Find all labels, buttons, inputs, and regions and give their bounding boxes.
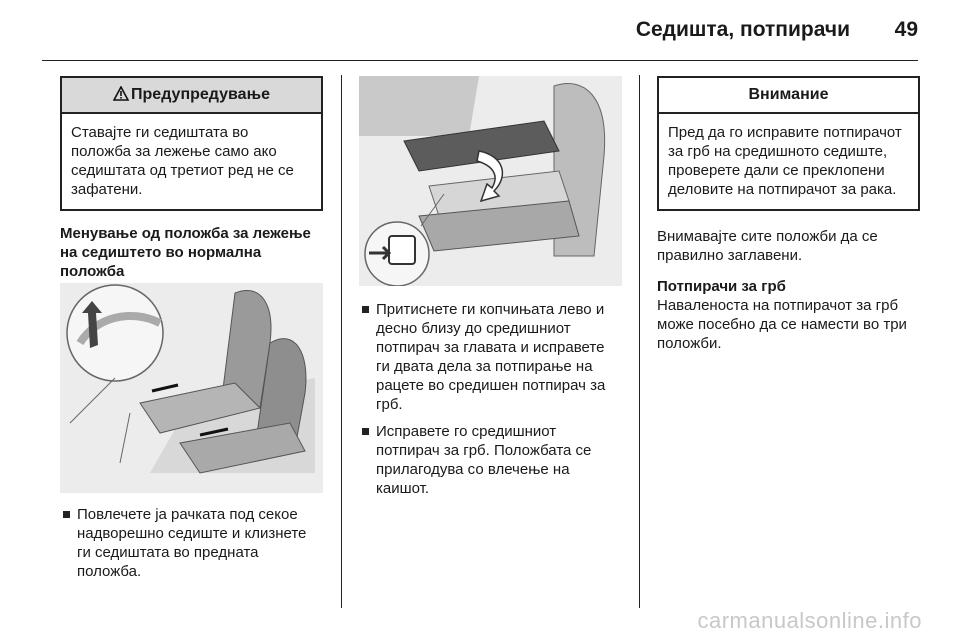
column-1: [60, 76, 323, 581]
bullet-item: [60, 505, 323, 581]
warning-triangle-icon: [113, 86, 129, 101]
section-heading: Менување од положба за лежење на седиштето во нормална положба: [60, 225, 311, 280]
bullet-item: [359, 422, 622, 498]
armrest-folding-illustration: [359, 76, 622, 286]
notice-title: Внимание: [748, 86, 829, 103]
page-number: 49: [894, 18, 918, 41]
column-separator-left: [341, 75, 342, 608]
notice-text: Пред да го исправите потпирачот за грб на средишното седиште, проверете дали се преклопени деловите на потпирачот за рака.: [668, 124, 902, 198]
warning-box-header: [62, 78, 321, 114]
bullet-item: [359, 300, 622, 414]
paragraph: Внимавајте сите положби да се правилно заглавени.: [657, 228, 878, 264]
bullet-marker: [362, 428, 369, 435]
bullet-text: Исправете го средишниот потпирач за грб. Положбата се прилагодува со влечење на каишот.: [376, 423, 592, 497]
warning-text: Ставајте ги седиштата во положба за лежење само ако седиштата од третиот ред не се зафатени.: [71, 124, 294, 198]
warning-box: [60, 76, 323, 211]
bullet-text: Притиснете ги копчињата лево и десно близу до средишниот потпирач за главата и исправете ги двата дела за потпирање на рацете во средишен потпирач за грб.: [376, 301, 606, 413]
bullet-text: Повлечете ја рачката под секое надворешно седиште и клизнете ги седиштата во предната положба.: [77, 506, 307, 580]
watermark: carmanualsonline.info: [697, 608, 922, 633]
page-header-title: Седишта, потпирачи: [635, 18, 850, 41]
column-2: [359, 76, 622, 498]
section-heading: Потпирачи за грб: [657, 278, 786, 295]
seat-sliding-illustration: [60, 283, 323, 493]
warning-title: Предупредување: [131, 86, 270, 103]
notice-box: [657, 76, 920, 211]
notice-box-header: [659, 78, 918, 114]
bullet-marker: [63, 511, 70, 518]
bullet-marker: [362, 306, 369, 313]
column-separator-right: [639, 75, 640, 608]
header-rule: [42, 60, 918, 61]
column-3: [657, 76, 920, 353]
paragraph: Наваленоста на потпирачот за грб може посебно да се намести во три положби.: [657, 297, 907, 352]
